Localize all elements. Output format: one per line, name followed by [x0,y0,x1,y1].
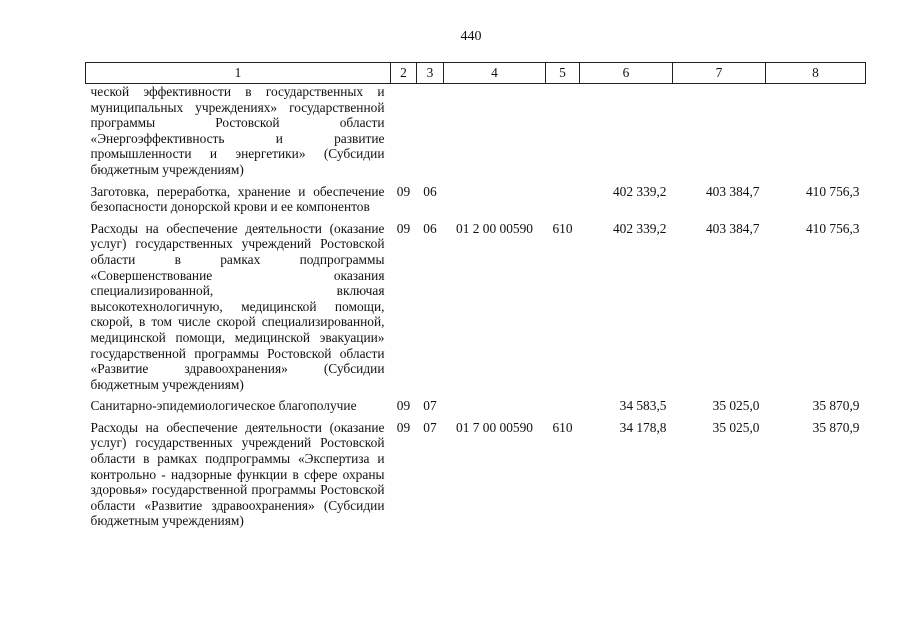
page-number: 440 [460,29,482,44]
row-amount-3: 410 756,3 [805,220,860,236]
row-section: 09 [396,419,411,435]
row-target-article [444,84,546,178]
row-target-article [444,392,546,414]
row-subsection [417,84,444,178]
column-header: 6 [580,63,673,84]
row-expense-type: 610 [552,419,573,435]
row-amount-2: 35 025,0 [712,398,760,414]
row-name: Расходы на обеспечение деятельности (оказание услуг) государственных учреждений Ростовской области в рамках подпрограммы «Экспертиза и контрольно - надзорные функции в сфере охраны здоровья» государственной программы Ростовской области «Развитие здравоохранения» (Субсидии бюджетным учреждениям) [90,419,385,529]
row-expense-type: 610 [552,220,573,236]
row-expense-type [546,392,580,414]
row-subsection: 06 [423,183,437,199]
table-row [86,84,866,178]
row-amount-1: 402 339,2 [612,183,667,199]
column-header: 7 [673,63,766,84]
table-row [86,178,866,215]
row-amount-3 [766,84,866,178]
budget-table [85,62,866,529]
row-amount-3: 410 756,3 [805,183,860,199]
column-header: 5 [546,63,580,84]
row-amount-1: 34 583,5 [619,398,667,414]
row-subsection: 07 [423,398,437,414]
row-amount-1 [580,84,673,178]
row-amount-1: 402 339,2 [612,220,667,236]
row-section [391,84,417,178]
row-name: ческой эффективности в государственных и муниципальных учреждениях» государственной программы Ростовской области «Энергоэффективность и развитие промышленности и энергетики» (Субсидии бюджетным учреждениям) [90,84,385,177]
row-amount-3: 35 870,9 [812,398,860,414]
column-header: 3 [417,63,444,84]
column-header: 1 [86,63,391,84]
row-amount-2: 35 025,0 [712,419,760,435]
row-target-article: 01 2 00 00590 [456,220,533,236]
row-name: Заготовка, переработка, хранение и обеспечение безопасности донорской крови и ее компонентов [90,183,385,215]
row-amount-2: 403 384,7 [705,183,760,199]
table-row [86,414,866,529]
row-section: 09 [396,398,411,414]
row-amount-2: 403 384,7 [705,220,760,236]
row-subsection: 07 [423,419,437,435]
column-header: 4 [444,63,546,84]
row-amount-2 [673,84,766,178]
row-target-article: 01 7 00 00590 [456,419,533,435]
column-header: 8 [766,63,866,84]
table-row [86,392,866,414]
row-expense-type [546,84,580,178]
row-target-article [444,178,546,215]
header-row [86,63,866,84]
table-row [86,215,866,393]
row-name: Санитарно-эпидемиологическое благополучие [90,398,357,414]
row-section: 09 [396,183,411,199]
row-name: Расходы на обеспечение деятельности (оказание услуг) государственных учреждений Ростовской области в рамках подпрограммы «Совершенствование оказания специализированной, включая высокотехнологичную, медицинской помощи, скорой, в том числе скорой специализированной, медицинской помощи, медицинской эвакуации» государственной программы Ростовской области «Развитие здравоохранения» (Субсидии бюджетным учреждениям) [90,220,385,392]
row-amount-1: 34 178,8 [619,419,667,435]
row-subsection: 06 [423,220,437,236]
row-amount-3: 35 870,9 [812,419,860,435]
row-expense-type [546,178,580,215]
column-header: 2 [391,63,417,84]
row-section: 09 [396,220,411,236]
